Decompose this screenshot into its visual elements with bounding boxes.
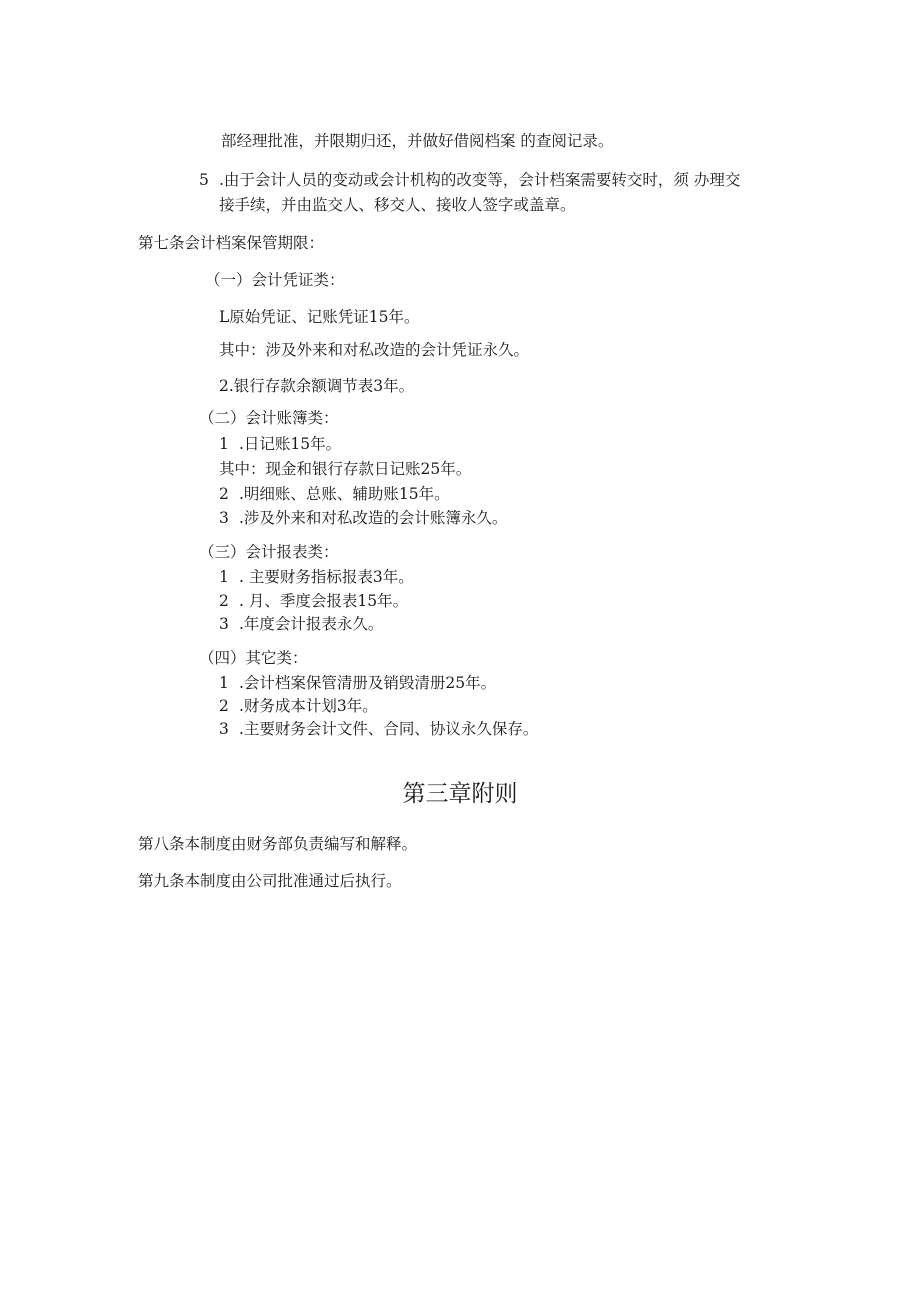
section-4-item-2: 2 .财务成本计划3年。 xyxy=(219,697,378,715)
section-1-note: 其中：涉及外来和对私改造的会计凭证永久。 xyxy=(219,341,530,359)
item-5-text: .由于会计人员的变动或会计机构的改变等，会计档案需要转交时，须 办理交 xyxy=(219,171,741,189)
section-1-item-2: 2.银行存款余额调节表3年。 xyxy=(219,377,415,395)
article-8: 第八条本制度由财务部负责编写和解释。 xyxy=(138,835,418,853)
section-3-item-3: 3 .年度会计报表永久。 xyxy=(219,615,384,633)
section-1-item-1: L原始凭证、记账凭证15年。 xyxy=(219,308,420,326)
section-4-item-3: 3 .主要财务会计文件、合同、协议永久保存。 xyxy=(219,720,539,738)
section-2-item-1: 1 .日记账15年。 xyxy=(219,435,342,453)
chapter-3-title: 第三章附则 xyxy=(402,781,518,807)
section-2-item-2: 2 .明细账、总账、辅助账15年。 xyxy=(219,485,450,503)
item-5-number: 5 xyxy=(199,171,209,189)
section-4-item-1: 1 .会计档案保管清册及销毁清册25年。 xyxy=(219,674,497,692)
item-5-line-2: 接手续，并由监交人、移交人、接收人签字或盖章。 xyxy=(219,196,576,214)
article-9: 第九条本制度由公司批准通过后执行。 xyxy=(138,872,402,890)
section-2-item-3: 3 .涉及外来和对私改造的会计账簿永久。 xyxy=(219,509,508,527)
section-2-heading: （二）会计账簿类： xyxy=(199,409,339,427)
item-5-line-1 xyxy=(199,173,740,189)
section-2-note: 其中：现金和银行存款日记账25年。 xyxy=(219,460,472,478)
section-3-heading: （三）会计报表类： xyxy=(199,543,339,561)
section-1-heading: （一）会计凭证类： xyxy=(205,271,345,289)
paragraph-continuation: 部经理批准，并限期归还，并做好借阅档案 的查阅记录。 xyxy=(221,132,614,150)
section-3-item-1: 1 . 主要财务指标报表3年。 xyxy=(219,568,414,586)
article-7-heading: 第七条会计档案保管期限： xyxy=(138,234,325,252)
section-4-heading: （四）其它类： xyxy=(199,649,308,667)
section-3-item-2: 2 . 月、季度会报表15年。 xyxy=(219,592,409,610)
